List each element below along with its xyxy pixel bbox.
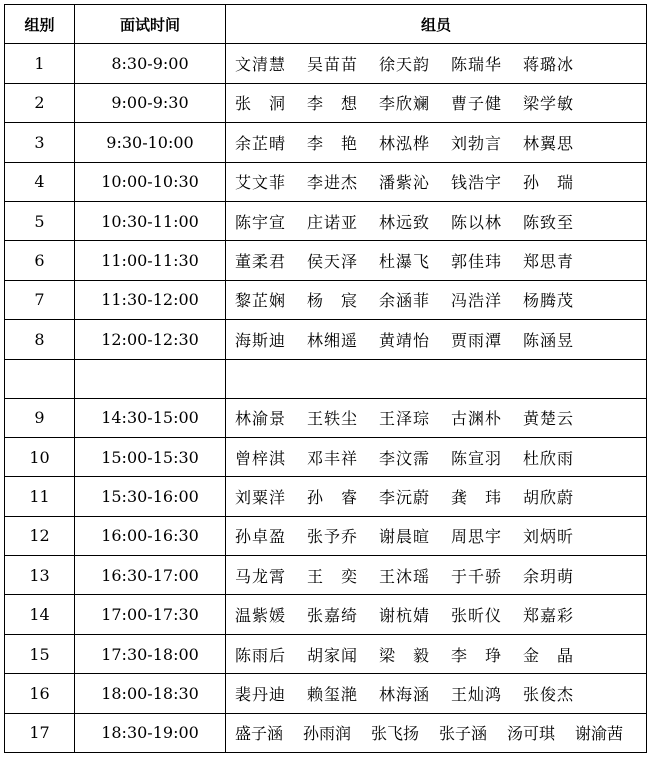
member-name: 黄靖怡 — [379, 330, 431, 350]
member-name: 马龙霄 — [235, 566, 287, 586]
member-name: 余涵菲 — [379, 291, 431, 311]
group-number-cell: 4 — [5, 162, 75, 201]
group-number-cell: 8 — [5, 320, 75, 359]
table-row — [5, 595, 647, 634]
member-name: 孙卓盈 — [235, 527, 287, 547]
member-name: 金 晶 — [523, 645, 575, 665]
member-name: 于千骄 — [451, 566, 503, 586]
member-name: 郑思青 — [523, 252, 575, 272]
member-name: 陈雨后 — [235, 645, 287, 665]
member-name: 杨 宸 — [307, 291, 359, 311]
member-name: 陈瑞华 — [451, 55, 503, 75]
member-name: 曾梓淇 — [235, 448, 287, 468]
member-name: 李 琤 — [451, 645, 503, 665]
member-name: 余玥萌 — [523, 566, 575, 586]
member-name: 张飞扬 — [371, 724, 420, 744]
table-row — [5, 83, 647, 122]
group-number-cell: 1 — [5, 44, 75, 83]
member-name: 王泽琮 — [379, 409, 431, 429]
table-row — [5, 674, 647, 713]
member-name: 文清慧 — [235, 55, 287, 75]
group-number-cell: 13 — [5, 556, 75, 595]
table-row — [5, 713, 647, 752]
member-name: 刘粟洋 — [235, 487, 287, 507]
table-row — [5, 398, 647, 437]
members-cell — [226, 320, 647, 359]
member-name: 谢晨暄 — [379, 527, 431, 547]
group-number-cell: 9 — [5, 398, 75, 437]
member-name: 郭佳玮 — [451, 252, 503, 272]
member-name: 黎芷娴 — [235, 291, 287, 311]
member-name: 陈宇宣 — [235, 212, 287, 232]
group-number-cell: 2 — [5, 83, 75, 122]
header-group: 组别 — [5, 5, 75, 44]
table-row — [5, 280, 647, 319]
member-name: 陈宣羽 — [451, 448, 503, 468]
interview-time-cell: 15:00-15:30 — [75, 437, 226, 476]
members-cell — [226, 241, 647, 280]
interview-time-cell — [75, 359, 226, 398]
members-cell — [226, 674, 647, 713]
interview-schedule-table — [4, 4, 647, 753]
member-name: 冯浩洋 — [451, 291, 503, 311]
member-name: 李进杰 — [307, 173, 359, 193]
member-name: 邓丰祥 — [307, 448, 359, 468]
member-name: 谢渝茜 — [575, 724, 624, 744]
member-name: 钱浩宇 — [451, 173, 503, 193]
interview-time-cell: 16:30-17:00 — [75, 556, 226, 595]
members-cell — [226, 44, 647, 83]
group-number-cell: 10 — [5, 437, 75, 476]
member-name: 侯天泽 — [307, 252, 359, 272]
member-name: 陈涵昱 — [523, 330, 575, 350]
member-name: 庄诺亚 — [307, 212, 359, 232]
member-name: 李欣斓 — [379, 94, 431, 114]
members-cell — [226, 123, 647, 162]
members-cell — [226, 83, 647, 122]
members-cell — [226, 201, 647, 240]
member-name: 龚 玮 — [451, 487, 503, 507]
member-name: 黄楚云 — [523, 409, 575, 429]
table-row — [5, 437, 647, 476]
table-row — [5, 123, 647, 162]
table-row — [5, 556, 647, 595]
member-name: 张俊杰 — [523, 684, 575, 704]
header-members: 组员 — [226, 5, 647, 44]
member-name: 张嘉绮 — [307, 606, 359, 626]
table-row — [5, 44, 647, 83]
member-name: 张昕仪 — [451, 606, 503, 626]
member-name: 刘勃言 — [451, 133, 503, 153]
table-row — [5, 516, 647, 555]
group-number-cell: 11 — [5, 477, 75, 516]
member-name: 汤可琪 — [507, 724, 556, 744]
member-name: 张子涵 — [439, 724, 488, 744]
table-body — [5, 44, 647, 753]
member-name: 林翼思 — [523, 133, 575, 153]
interview-time-cell: 10:00-10:30 — [75, 162, 226, 201]
interview-time-cell: 15:30-16:00 — [75, 477, 226, 516]
table-row — [5, 162, 647, 201]
member-name: 曹子健 — [451, 94, 503, 114]
table-row — [5, 241, 647, 280]
table-row — [5, 320, 647, 359]
header-time: 面试时间 — [75, 5, 226, 44]
member-name: 李汶霈 — [379, 448, 431, 468]
member-name: 张 洞 — [235, 94, 287, 114]
member-name: 林缃遥 — [307, 330, 359, 350]
member-name: 郑嘉彩 — [523, 606, 575, 626]
group-number-cell: 14 — [5, 595, 75, 634]
member-name: 王灿鸿 — [451, 684, 503, 704]
group-number-cell: 17 — [5, 713, 75, 752]
member-name: 海斯迪 — [235, 330, 287, 350]
group-number-cell: 7 — [5, 280, 75, 319]
members-cell — [226, 477, 647, 516]
group-number-cell: 3 — [5, 123, 75, 162]
table-row — [5, 634, 647, 673]
members-cell — [226, 595, 647, 634]
member-name: 张予乔 — [307, 527, 359, 547]
interview-time-cell: 14:30-15:00 — [75, 398, 226, 437]
interview-time-cell: 17:30-18:00 — [75, 634, 226, 673]
interview-time-cell: 12:00-12:30 — [75, 320, 226, 359]
member-name: 陈以林 — [451, 212, 503, 232]
member-name: 林渝景 — [235, 409, 287, 429]
member-name: 林远致 — [379, 212, 431, 232]
member-name: 徐天韵 — [379, 55, 431, 75]
member-name: 董柔君 — [235, 252, 287, 272]
group-number-cell: 15 — [5, 634, 75, 673]
member-name: 谢杭婧 — [379, 606, 431, 626]
group-number-cell: 12 — [5, 516, 75, 555]
member-name: 林海涵 — [379, 684, 431, 704]
group-number-cell — [5, 359, 75, 398]
member-name: 赖玺滟 — [307, 684, 359, 704]
interview-time-cell: 18:30-19:00 — [75, 713, 226, 752]
members-cell — [226, 713, 647, 752]
members-cell — [226, 437, 647, 476]
members-cell — [226, 162, 647, 201]
group-number-cell: 16 — [5, 674, 75, 713]
member-name: 王沐瑶 — [379, 566, 431, 586]
member-name: 梁 毅 — [379, 645, 431, 665]
member-name: 艾文菲 — [235, 173, 287, 193]
table-row — [5, 359, 647, 398]
member-name: 贾雨潭 — [451, 330, 503, 350]
member-name: 孙 瑞 — [523, 173, 575, 193]
member-name: 古渊朴 — [451, 409, 503, 429]
group-number-cell: 6 — [5, 241, 75, 280]
group-number-cell: 5 — [5, 201, 75, 240]
member-name: 盛子涵 — [235, 724, 284, 744]
interview-time-cell: 17:00-17:30 — [75, 595, 226, 634]
member-name: 刘炳昕 — [523, 527, 575, 547]
members-cell — [226, 634, 647, 673]
member-name: 余芷晴 — [235, 133, 287, 153]
interview-time-cell: 8:30-9:00 — [75, 44, 226, 83]
member-name: 潘紫沁 — [379, 173, 431, 193]
table-header-row — [5, 5, 647, 44]
member-name: 王轶尘 — [307, 409, 359, 429]
interview-time-cell: 9:00-9:30 — [75, 83, 226, 122]
member-name: 李 想 — [307, 94, 359, 114]
member-name: 李 艳 — [307, 133, 359, 153]
member-name: 杨腾茂 — [523, 291, 575, 311]
members-cell — [226, 398, 647, 437]
members-cell — [226, 280, 647, 319]
members-cell — [226, 359, 647, 398]
member-name: 孙 睿 — [307, 487, 359, 507]
member-name: 温紫媛 — [235, 606, 287, 626]
member-name: 王 奕 — [307, 566, 359, 586]
member-name: 杜欣雨 — [523, 448, 575, 468]
interview-time-cell: 9:30-10:00 — [75, 123, 226, 162]
member-name: 蒋璐冰 — [523, 55, 575, 75]
member-name: 胡家闻 — [307, 645, 359, 665]
member-name: 林泓桦 — [379, 133, 431, 153]
member-name: 李沅蔚 — [379, 487, 431, 507]
interview-time-cell: 16:00-16:30 — [75, 516, 226, 555]
interview-time-cell: 11:30-12:00 — [75, 280, 226, 319]
member-name: 吴苗苗 — [307, 55, 359, 75]
table-row — [5, 201, 647, 240]
member-name: 胡欣蔚 — [523, 487, 575, 507]
member-name: 杜瀑飞 — [379, 252, 431, 272]
members-cell — [226, 516, 647, 555]
members-cell — [226, 556, 647, 595]
interview-time-cell: 18:00-18:30 — [75, 674, 226, 713]
member-name: 裴丹迪 — [235, 684, 287, 704]
interview-time-cell: 11:00-11:30 — [75, 241, 226, 280]
interview-time-cell: 10:30-11:00 — [75, 201, 226, 240]
member-name: 梁学敏 — [523, 94, 575, 114]
table-row — [5, 477, 647, 516]
member-name: 陈致至 — [523, 212, 575, 232]
member-name: 孙雨润 — [303, 724, 352, 744]
member-name: 周思宇 — [451, 527, 503, 547]
